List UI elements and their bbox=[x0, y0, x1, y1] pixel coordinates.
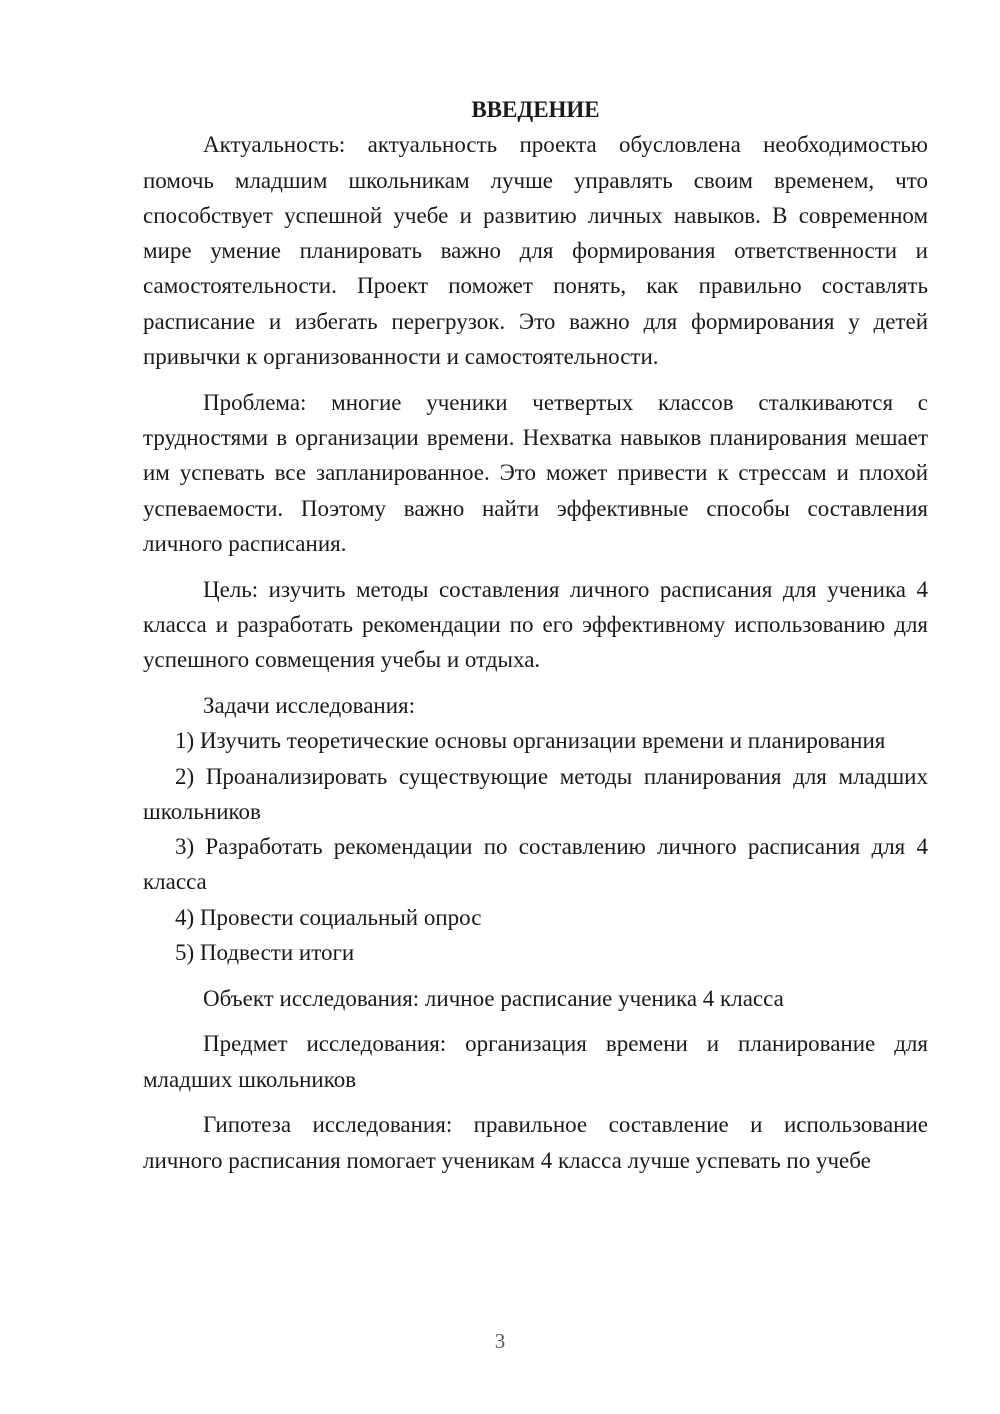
paragraph-hypothesis: Гипотеза исследования: правильное составление и использование личного расписания помогает ученикам 4 класса лучше успевать по учебе bbox=[143, 1112, 928, 1173]
paragraph-problem: Проблема: многие ученики четвертых классов сталкиваются с трудностями в организации времени. Нехватка навыков планирования мешает им успевать все запланированное. Это может привести к стрессам и плохой успеваемости. Поэтому важно найти эффективные способы составления личного расписания. bbox=[143, 389, 928, 556]
task-item: 2) Проанализировать существующие методы планирования для младших школьников bbox=[143, 763, 928, 824]
paragraph-goal: Цель: изучить методы составления личного расписания для ученика 4 класса и разработать рекомендации по его эффективному использованию для успешного совмещения учебы и отдыха. bbox=[143, 576, 928, 673]
task-item: 1) Изучить теоретические основы организации времени и планирования bbox=[175, 728, 886, 754]
paragraph-object: Объект исследования: личное расписание ученика 4 класса bbox=[203, 985, 784, 1011]
task-item: 4) Провести социальный опрос bbox=[175, 904, 482, 930]
paragraph-subject: Предмет исследования: организация времени и планирование для младших школьников bbox=[143, 1031, 928, 1092]
section-title: ВВЕДЕНИЕ bbox=[471, 97, 600, 122]
paragraph-relevance: Актуальность: актуальность проекта обусловлена необходимостью помочь младшим школьникам лучше управлять своим временем, что способствует успешной учебе и развитию личных навыков. В современном мире умение планировать важно для формирования ответственности и самостоятельности. Проект поможет понять, как правильно составлять расписание и избегать перегрузок. Это важно для формирования у детей привычки к организованности и самостоятельности. bbox=[143, 132, 928, 370]
tasks-heading: Задачи исследования: bbox=[203, 692, 416, 718]
task-item: 3) Разработать рекомендации по составлению личного расписания для 4 класса bbox=[143, 834, 928, 895]
page-content bbox=[143, 92, 928, 1178]
page-number: 3 bbox=[494, 1329, 506, 1353]
task-item: 5) Подвести итоги bbox=[175, 940, 355, 965]
